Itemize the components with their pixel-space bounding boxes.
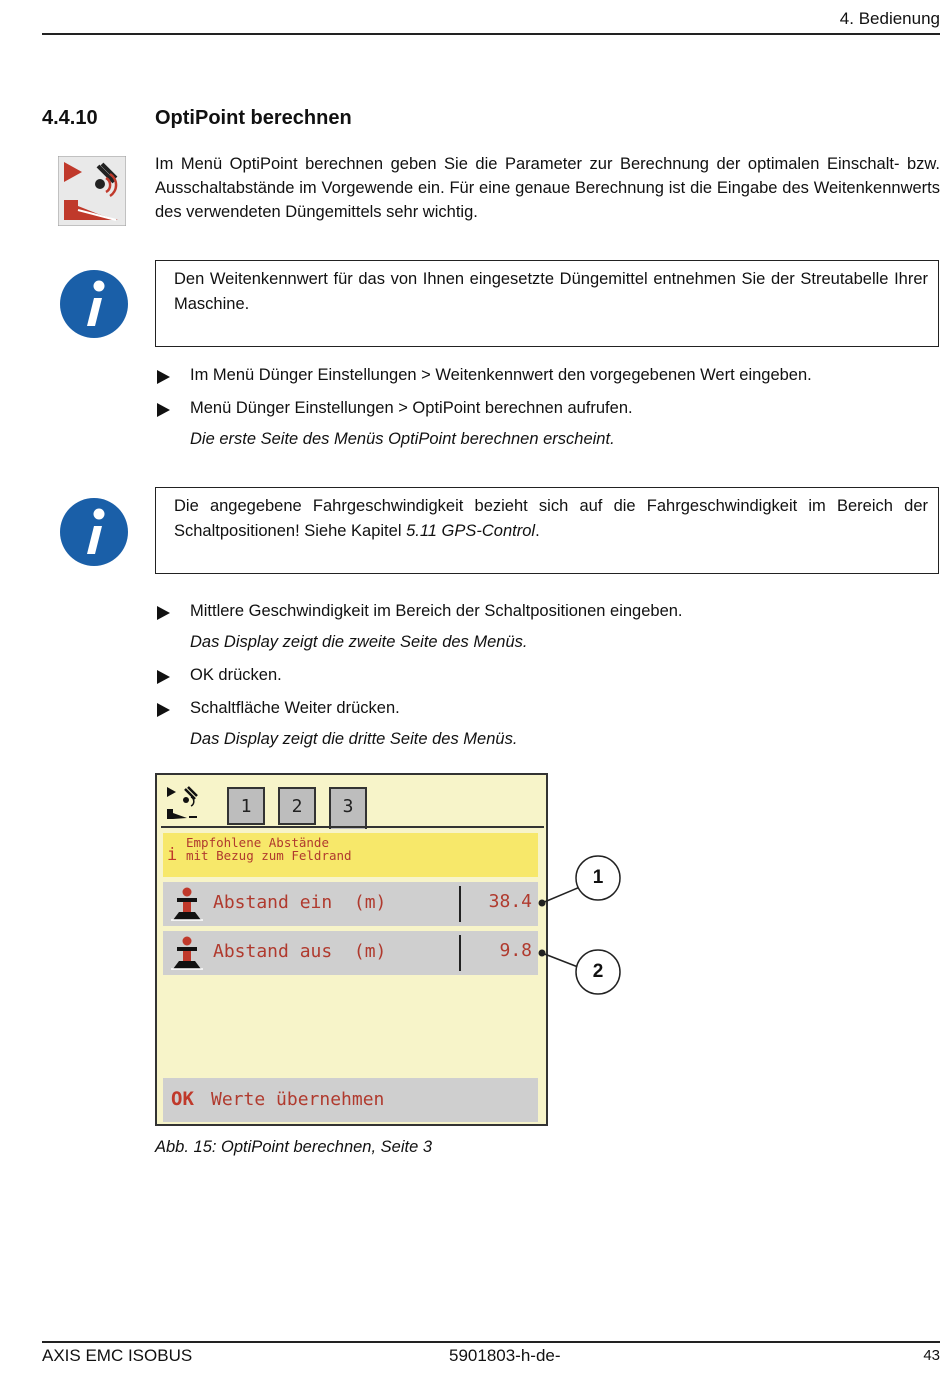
bullet-triangle-icon — [157, 703, 170, 717]
distance-on-label: Abstand ein (m) — [213, 892, 387, 913]
distance-on-row[interactable] — [163, 882, 538, 926]
distance-off-label: Abstand aus (m) — [213, 941, 387, 962]
row-separator — [459, 935, 461, 971]
section-title: OptiPoint berechnen — [155, 107, 352, 129]
spreader-person-icon — [167, 935, 207, 971]
apply-values-button[interactable] — [163, 1078, 538, 1122]
tab-page-2[interactable]: 2 — [278, 787, 316, 825]
spreader-menu-icon — [165, 783, 201, 823]
apply-values-label: Werte übernehmen — [211, 1089, 385, 1110]
distance-on-value: 38.4 — [488, 891, 532, 912]
spreader-person-icon — [167, 886, 207, 922]
step-result: Die erste Seite des Menüs OptiPoint berechnen erscheint. — [190, 430, 615, 448]
tab-divider — [161, 826, 544, 828]
bullet-triangle-icon — [157, 403, 170, 417]
step-result: Das Display zeigt die zweite Seite des Menüs. — [190, 633, 528, 651]
info-icon — [58, 268, 130, 340]
bullet-triangle-icon — [157, 370, 170, 384]
note-box-speed: Die angegebene Fahrgeschwindigkeit bezieht sich auf die Fahrgeschwindigkeit im Bereich der Schaltpositionen! Siehe Kapitel 5.11 GPS-Control. — [155, 487, 939, 574]
note-box-fertilizer: Den Weitenkennwert für das von Ihnen eingesetzte Düngemittel entnehmen Sie der Streutabelle Ihrer Maschine. — [155, 260, 939, 347]
tab-page-3[interactable]: 3 — [329, 787, 367, 829]
hint-info-icon: i — [167, 845, 178, 865]
hint-banner — [163, 833, 538, 877]
bullet-triangle-icon — [157, 670, 170, 684]
footer-doc-number: 5901803-h-de- — [449, 1346, 561, 1365]
hint-text: Empfohlene Abstände mit Bezug zum Feldrand — [186, 835, 352, 863]
terminal-screen — [155, 773, 548, 1126]
info-icon — [58, 496, 130, 568]
step-result: Das Display zeigt die dritte Seite des Menüs. — [190, 730, 518, 748]
figure-caption: Abb. 15: OptiPoint berechnen, Seite 3 — [155, 1138, 433, 1156]
footer-divider — [42, 1341, 940, 1343]
chapter-reference: 5.11 GPS-Control — [406, 522, 536, 540]
distance-off-value: 9.8 — [499, 940, 532, 961]
chapter-header: 4. Bedienung — [839, 9, 940, 28]
tab-page-1[interactable]: 1 — [227, 787, 265, 825]
bullet-triangle-icon — [157, 606, 170, 620]
footer-product: AXIS EMC ISOBUS — [42, 1346, 193, 1365]
row-separator — [459, 886, 461, 922]
distance-off-row[interactable] — [163, 931, 538, 975]
callout-1: 1 — [592, 867, 604, 888]
section-number: 4.4.10 — [42, 107, 98, 129]
page-number: 43 — [923, 1347, 940, 1364]
callout-2: 2 — [592, 961, 604, 982]
ok-key-icon: OK — [171, 1088, 194, 1110]
optipoint-menu-icon — [58, 156, 126, 226]
intro-paragraph: Im Menü OptiPoint berechnen geben Sie die Parameter zur Berechnung der optimalen Einschalt- bzw. Ausschaltabstände im Vorgewende ein. Für eine genaue Berechnung ist die Eingabe des Weitenkennwerts des verwendeten Düngemittels sehr wichtig. — [155, 155, 940, 221]
header-divider — [42, 33, 940, 35]
